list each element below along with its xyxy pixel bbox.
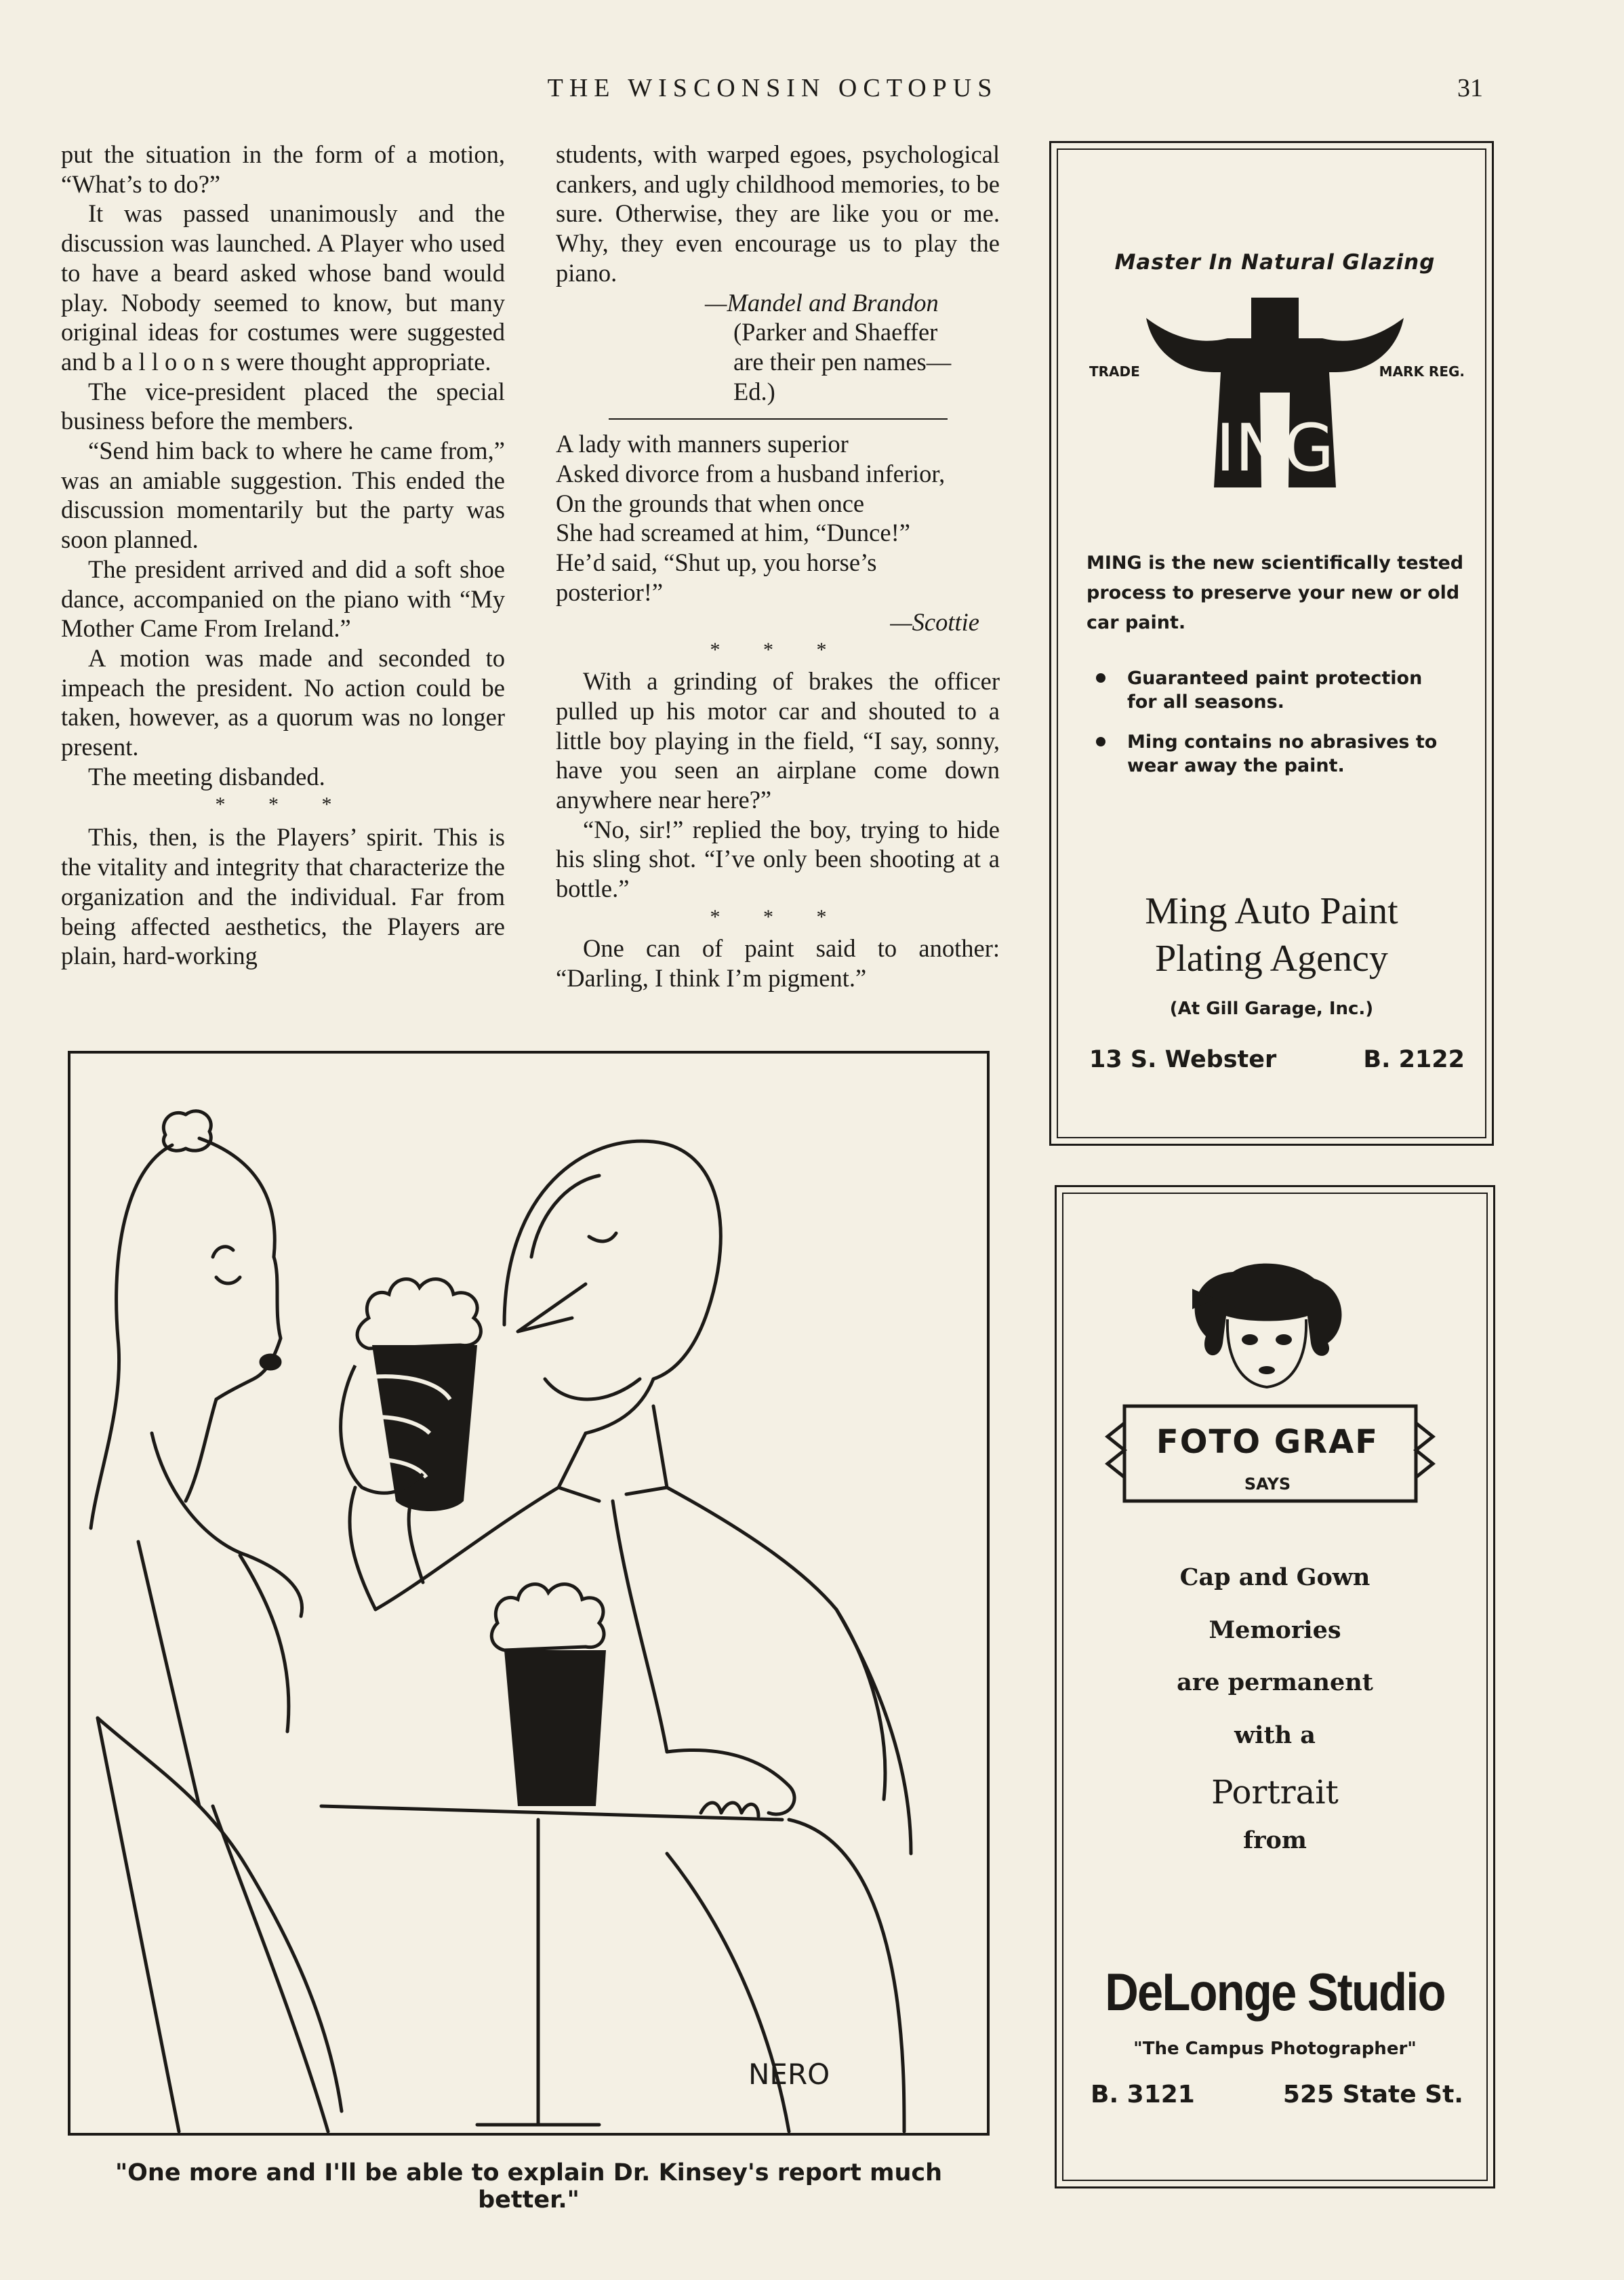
paragraph: students, with warped egoes, psychological cankers, and ugly childhood memories, to be sure. Otherwise, they are like you or me. Why, they even encourage us to play the piano. xyxy=(556,140,1000,287)
limerick-line: A lady with manners superior xyxy=(556,430,849,458)
foto-says-label: SAYS xyxy=(1244,1475,1291,1494)
paragraph: “No, sir!” replied the boy, trying to hide his sling shot. “I’ve only been shooting at a bottle.” xyxy=(556,815,1000,903)
cartoon-caption: "One more and I'll be able to explain Dr. Kinsey's report much better." xyxy=(115,2159,943,2214)
paragraph: This, then, is the Players’ spirit. This is the vitality and integrity that characterize the organization and the individual. Far from being affected aesthetics, the Players are plain, hard-working xyxy=(61,823,505,970)
limerick-line: She had screamed at him, “Dunce!” xyxy=(556,519,910,547)
article-column-2 xyxy=(556,140,1000,993)
paragraph: One can of paint said to another: “Darling, I think I’m pigment.” xyxy=(556,934,1000,992)
editor-note: Ed.) xyxy=(733,377,775,405)
ming-logo-icon xyxy=(1133,291,1417,494)
section-divider: * * * xyxy=(710,905,846,928)
ming-tagline: Master In Natural Glazing xyxy=(1114,250,1436,275)
limerick-line: Asked divorce from a husband inferior, xyxy=(556,460,946,488)
paragraph: “Send him back to where he came from,” was an amiable suggestion. This ended the discussion momentarily but the party was soon planned. xyxy=(61,437,505,554)
byline: —Scottie xyxy=(890,607,979,636)
paragraph: The president arrived and did a soft shoe dance, accompanied on the piano with “My Mother Came From Ireland.” xyxy=(61,555,505,643)
mark-reg-label: MARK REG. xyxy=(1379,363,1465,380)
paragraph: The vice-president placed the special business before the members. xyxy=(61,377,505,435)
ming-address: 13 S. Webster xyxy=(1089,1046,1277,1073)
article-column-1 xyxy=(61,140,505,971)
beer-glass-table-icon xyxy=(491,1584,606,1806)
ming-location: (At Gill Garage, Inc.) xyxy=(1169,999,1374,1019)
paragraph: put the situation in the form of a motion, “What’s to do?” xyxy=(61,140,505,198)
cartoon-signature: NERO xyxy=(748,2058,830,2091)
paragraph: The meeting disbanded. xyxy=(88,762,325,791)
cartoon-illustration xyxy=(68,1051,990,2136)
list-item: Ming contains no abrasives to wear away the paint. xyxy=(1092,730,1458,778)
list-item: Guaranteed paint protection for all seasons. xyxy=(1092,666,1458,714)
trade-label: TRADE xyxy=(1089,363,1140,380)
paragraph: A motion was made and seconded to impeach the president. No action could be taken, however, as a quorum was no longer present. xyxy=(61,643,505,761)
studio-address: 525 State St. xyxy=(1282,2081,1463,2108)
ming-phone: B. 2122 xyxy=(1363,1046,1465,1073)
studio-phone: B. 3121 xyxy=(1091,2081,1195,2108)
masthead: THE WISCONSIN OCTOPUS xyxy=(547,74,998,102)
studio-name: DeLonge Studio xyxy=(1105,1962,1445,2022)
ad-ming-auto-paint xyxy=(1049,141,1494,1146)
paragraph: With a grinding of brakes the officer pulled up his motor car and shouted to a little boy playing in the field, “I say, sonny, have you seen an airplane come down anywhere near here?” xyxy=(556,667,1000,814)
page-number: 31 xyxy=(1457,74,1483,102)
byline: —Mandel and Brandon xyxy=(705,288,939,317)
section-divider: * * * xyxy=(710,639,846,662)
foto-graf-title: FOTO GRAF xyxy=(1156,1423,1379,1461)
cartoon-drawing xyxy=(70,1054,987,2133)
limerick-line: On the grounds that when once xyxy=(556,489,865,517)
paragraph: It was passed unanimously and the discussion was launched. A Player who used to have a beard asked whose band would play. Nobody seemed to know, but many original ideas for costumes were suggested and b a l l o o n s were thought appropriate. xyxy=(61,199,505,376)
editor-note: are their pen names— xyxy=(733,347,952,376)
limerick-line: He’d said, “Shut up, you horse’s posterior!” xyxy=(556,548,877,606)
bullet-icon xyxy=(1096,673,1105,683)
foto-ad-copy: Cap and Gown Memories are permanent with a Portrait from xyxy=(1177,1563,1373,1854)
ad-delonge-studio xyxy=(1055,1185,1495,2188)
ming-description: MING is the new scientifically tested process to preserve your new or old car paint. xyxy=(1087,553,1464,633)
page-header xyxy=(0,73,1624,114)
ming-logo-text: ING xyxy=(1215,410,1335,486)
section-divider: * * * xyxy=(215,793,351,816)
bullet-icon xyxy=(1096,737,1105,746)
girl-face-icon xyxy=(1179,1262,1355,1397)
editor-note: (Parker and Shaeffer xyxy=(733,318,938,346)
studio-tagline: "The Campus Photographer" xyxy=(1133,2039,1417,2059)
beer-glass-raised-icon xyxy=(341,1279,481,1511)
ming-business-name: Ming Auto Paint Plating Agency xyxy=(1145,890,1398,980)
ming-bullet-list xyxy=(1092,666,1458,794)
divider-rule xyxy=(609,418,948,420)
